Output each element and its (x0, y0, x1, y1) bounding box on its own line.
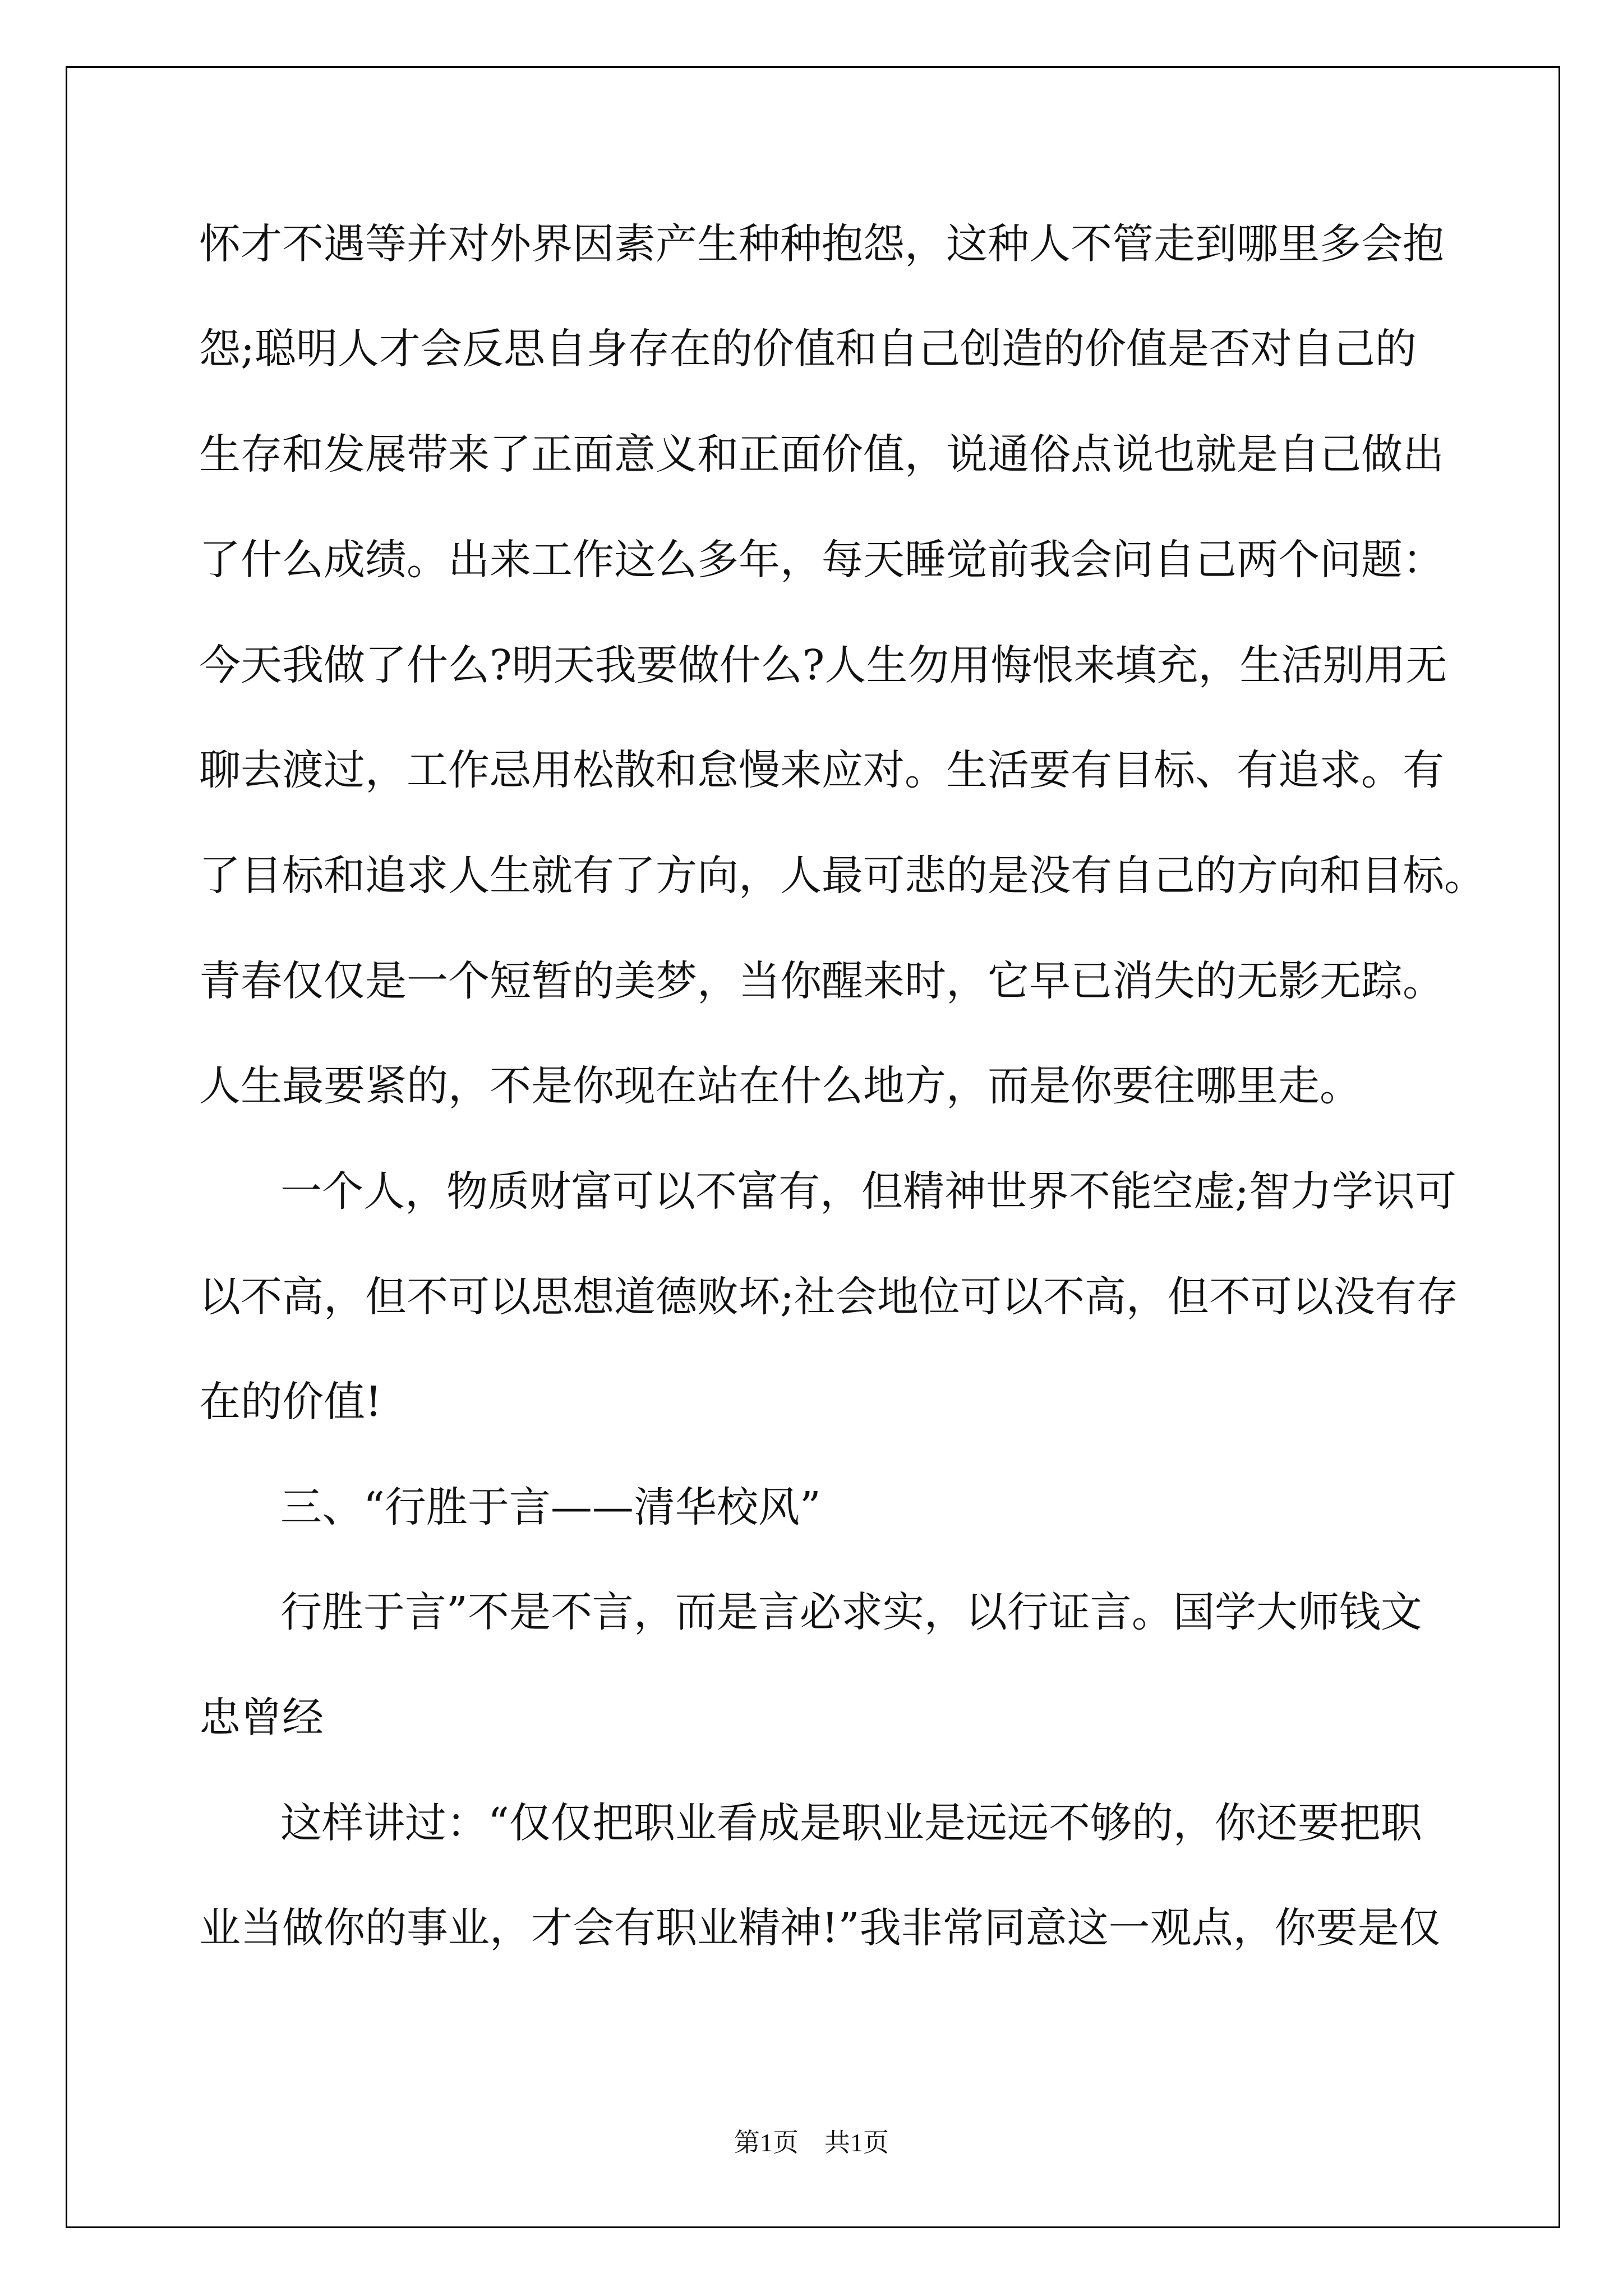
text-line: 了什么成绩。出来工作这么多年，每天睡觉前我会问自己两个问题： (199, 536, 1444, 584)
page-footer: 第1页 共1页 (734, 2128, 889, 2157)
text-line: 怨;聪明人才会反思自身存在的价值和自己创造的价值是否对自己的 (199, 325, 1417, 373)
text-line: 人生最要紧的，不是你现在站在什么地方，而是你要往哪里走。 (199, 1062, 1361, 1110)
text-line: 青春仅仅是一个短暂的美梦，当你醒来时，它早已消失的无影无踪。 (199, 957, 1444, 1005)
text-line: 在的价值! (199, 1378, 382, 1426)
text-line: 业当做你的事业，才会有职业精神!”我非常同意这一观点，你要是仅 (199, 1904, 1441, 1952)
paragraph-first-line: 这样讲过：“仅仅把职业看成是职业是远远不够的，你还要把职 (280, 1799, 1422, 1847)
text-line: 今天我做了什么?明天我要做什么?人生勿用悔恨来填充，生活别用无 (199, 641, 1447, 689)
text-line: 怀才不遇等并对外界因素产生种种抱怨，这种人不管走到哪里多会抱 (199, 220, 1444, 268)
section-heading: 三、“行胜于言——清华校风” (280, 1483, 821, 1531)
text-line: 了目标和追求人生就有了方向，人最可悲的是没有自己的方向和目标。 (199, 852, 1486, 900)
text-line: 忠曾经 (199, 1694, 324, 1742)
text-line: 聊去渡过，工作忌用松散和怠慢来应对。生活要有目标、有追求。有 (199, 746, 1444, 794)
text-line: 生存和发展带来了正面意义和正面价值，说通俗点说也就是自己做出 (199, 430, 1444, 478)
text-line: 以不高，但不可以思想道德败坏;社会地位可以不高，但不可以没有存 (199, 1273, 1458, 1321)
paragraph-first-line: 一个人，物质财富可以不富有，但精神世界不能空虚;智力学识可 (280, 1167, 1456, 1216)
paragraph-first-line: 行胜于言”不是不言，而是言必求实，以行证言。国学大师钱文 (280, 1588, 1422, 1636)
